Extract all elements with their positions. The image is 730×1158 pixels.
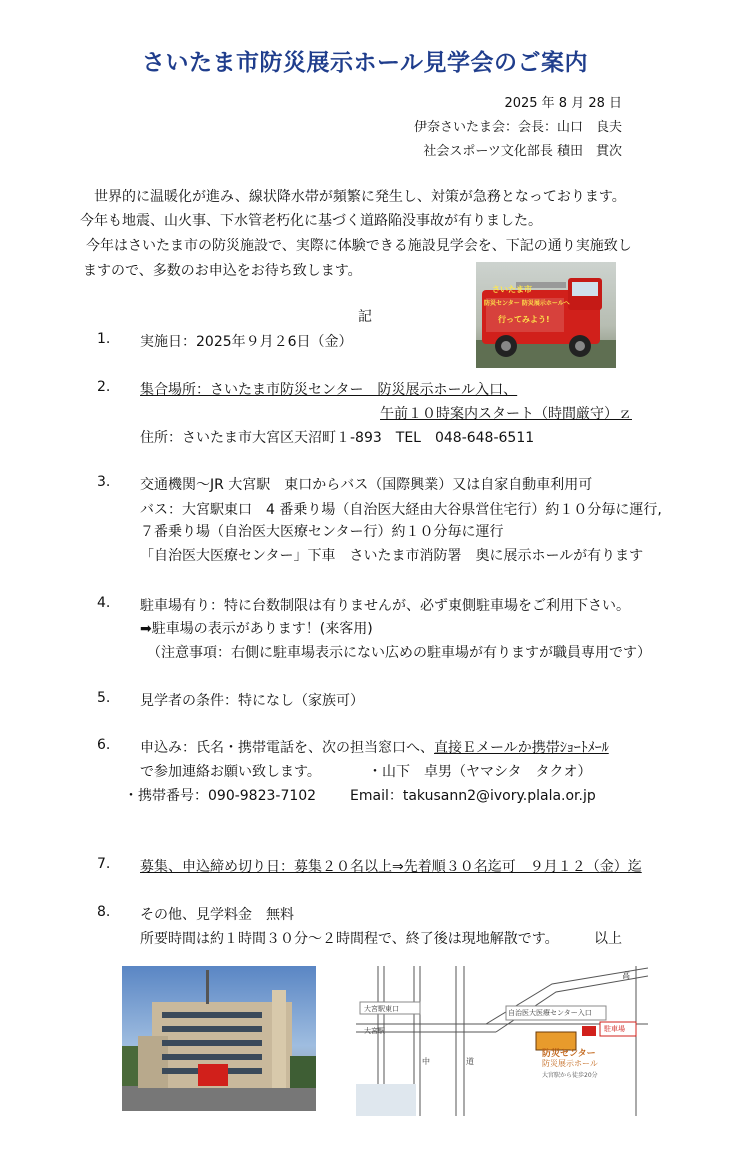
item-6-text-b: で参加連絡お願い致します。 (140, 764, 321, 780)
truck-sign-1: さいたま市 (492, 285, 532, 294)
item-6-text-a-underlined: 直接Ｅメールか携帯ｼｮｰﾄﾒｰﾙ (434, 740, 609, 756)
map-label-center: 防災センター (542, 1049, 596, 1059)
item-6-email: Email：takusann2@ivory.plala.or.jp (350, 788, 596, 804)
item-3-text-b: バス：大宮駅東口 4 番乗り場（自治医大経由大谷県営住宅行）約１０分毎に運行, (140, 502, 662, 518)
map-label-parking: 駐車場 (604, 1025, 625, 1033)
item-3-text-a: 交通機関～JR 大宮駅 東口からバス（国際興業）又は自家自動車利用可 (140, 477, 593, 493)
map-label-note: 大宮駅から徒歩20分 (542, 1072, 598, 1079)
intro-line-2: 今年も地震、山火事、下水管老朽化に基づく道路陥没事故が有りました。 (80, 213, 542, 229)
item-6-number: 6. (97, 737, 111, 753)
item-2-text-a: 集合場所：さいたま市防災センター 防災展示ホール入口、 (140, 382, 518, 398)
item-2-text-b: 午前１０時案内スタート（時間厳守）ｚ (380, 406, 632, 422)
item-7-number: 7. (97, 856, 111, 872)
map-label-left: 大宮駅東口 (364, 1005, 399, 1013)
intro-line-4: ますので、多数のお申込をお待ち致します。 (83, 263, 362, 279)
map-road-label-2: 道 (466, 1057, 474, 1066)
item-1-text: 実施日：2025年９月２6日（金） (140, 334, 353, 350)
intro-line-1: 世界的に温暖化が進み、線状降水帯が頻繁に発生し、対策が急務となっております。 (94, 189, 626, 205)
page-title: さいたま市防災展示ホール見学会のご案内 (141, 50, 589, 76)
item-8-text-a: その他、見学料金 無料 (140, 907, 294, 923)
item-4-number: 4. (97, 595, 111, 611)
item-8-number: 8. (97, 904, 111, 920)
map-label-hall: 防災展示ホール (542, 1059, 598, 1068)
item-4-text-c: （注意事項：右側に駐車場表示にない広めの駐車場が有りますが職員専用です） (147, 645, 651, 661)
map-corner-label: 高 (622, 971, 630, 980)
intro-line-3: 今年はさいたま市の防災施設で、実際に体験できる施設見学会を、下記の通り実施致し (86, 238, 632, 254)
ki-mark: 記 (358, 309, 372, 325)
item-6-phone: ・携帯番号：090-9823-7102 (124, 788, 317, 804)
map-station-label: 大宮駅 (364, 1027, 385, 1035)
map-label-top: 自治医大医療センター入口 (508, 1009, 592, 1017)
building-photo (122, 966, 316, 1111)
sender-line-2: 社会スポーツ文化部長 積田 貫次 (423, 144, 622, 159)
item-8-text-b: 所要時間は約１時間３０分～２時間程で、終了後は現地解散です。 (140, 931, 559, 947)
sender-line-1: 伊奈さいたま会：会長：山口 良夫 (413, 120, 622, 135)
item-7-text: 募集、申込締め切り日：募集２０名以上⇒先着順３０名迄可 ９月１２（金）迄 (140, 859, 642, 875)
map-road-label-1: 中 (422, 1057, 430, 1066)
date: 2025 年 8 月 28 日 (504, 96, 622, 111)
item-3-text-c: ７番乗り場（自治医大医療センター行）約１０分毎に運行 (140, 524, 504, 540)
item-2-text-c: 住所：さいたま市大宮区天沼町１-893 TEL 048-648-6511 (140, 430, 535, 446)
item-4-text-a: 駐車場有り：特に台数制限は有りませんが、必ず東側駐車場をご利用下さい。 (140, 598, 630, 614)
truck-sign-3: 行ってみよう! (498, 315, 550, 324)
item-8-end: 以上 (594, 931, 622, 947)
item-6-contact-name: ・山下 卓男（ヤマシタ タクオ） (368, 764, 592, 780)
item-3-number: 3. (97, 474, 111, 490)
item-4-text-b: ➡駐車場の表示があります！(来客用) (140, 621, 373, 637)
item-2-number: 2. (97, 379, 111, 395)
item-6-text-a (140, 737, 609, 757)
item-6-text-a-plain: 申込み：氏名・携帯電話を、次の担当窓口へ、 (140, 740, 434, 756)
access-map (356, 966, 648, 1116)
item-3-text-d: 「自治医大医療センター」下車 さいたま市消防署 奥に展示ホールが有ります (140, 548, 644, 564)
item-5-number: 5. (97, 690, 111, 706)
truck-sign-2: 防災センター 防災展示ホールへ (484, 300, 570, 307)
fire-truck-photo (476, 262, 616, 368)
item-1-number: 1. (97, 331, 111, 347)
item-5-text: 見学者の条件：特になし（家族可） (140, 693, 364, 709)
